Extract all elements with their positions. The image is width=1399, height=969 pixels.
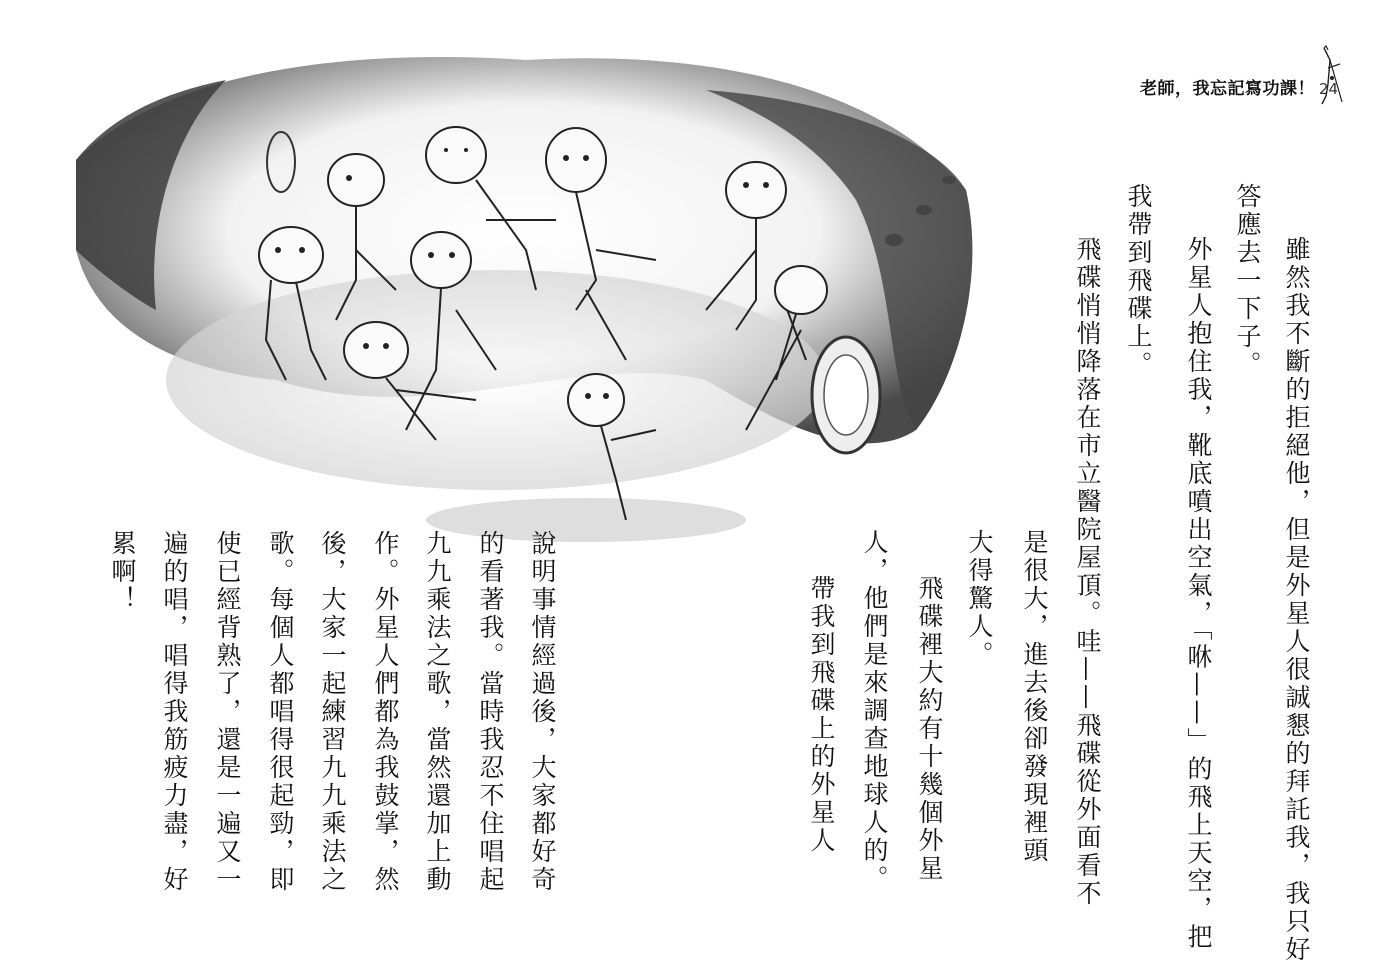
alien-spaceship-illustration [56,50,986,550]
body-column-17 [203,530,252,894]
body-column-3 [1174,236,1223,952]
text-line: 九九乘法之歌，當然還加上動 [423,530,452,894]
text-line: 歌。每個人都唱得很起勁，即 [266,530,295,894]
text-line: 遍的唱，唱得我筋疲力盡，好 [160,530,189,894]
text-line: 使已經背熟了，還是一遍又一 [213,530,242,894]
text-line: 帶我到飛碟上的外星人 [807,575,836,855]
text-line: 作。外星人們都為我鼓掌，然 [371,530,400,894]
body-column-19 [98,530,147,614]
running-title: 老師，我忘記寫功課！ [1140,79,1315,99]
running-header [1140,74,1338,99]
text-line: 我帶到飛碟上。 [1124,183,1153,379]
text-line: 說明事情經過後，大家都好奇 [528,530,557,894]
body-column-15 [308,530,357,894]
body-column-7 [955,529,1004,669]
body-column-8 [905,575,954,883]
body-column-4 [1114,183,1163,379]
body-column-12 [466,530,515,894]
text-line: 後，大家一起練習九九乘法之 [318,530,347,894]
page-number: 24 [1319,80,1339,98]
text-line: 的看著我。當時我忍不住唱起 [476,530,505,894]
body-column-6 [1010,529,1059,865]
text-line: 累啊！ [108,530,137,614]
text-line: 答應去一下子。 [1233,183,1262,379]
body-column-16 [256,530,305,894]
body-column-11 [518,530,567,894]
text-line: 大得驚人。 [965,529,994,669]
text-line: 人，他們是來調查地球人的。 [860,529,889,893]
body-column-10 [797,575,846,855]
text-line: 飛碟悄悄降落在市立醫院屋頂。哇——飛碟從外面看不 [1073,236,1102,908]
body-column-18 [150,530,199,894]
body-column-2 [1223,183,1272,379]
text-line: 飛碟裡大約有十幾個外星 [915,575,944,883]
text-line: 是很大，進去後卻發現裡頭 [1020,529,1049,865]
pencil-figure-icon [1316,44,1346,110]
body-column-5 [1063,236,1112,908]
body-column-9 [850,529,899,893]
body-column-14 [361,530,410,894]
text-line: 雖然我不斷的拒絕他，但是外星人很誠懇的拜託我，我只好 [1282,236,1311,964]
body-column-13 [413,530,462,894]
text-line: 外星人抱住我，靴底噴出空氣，「咻——」的飛上天空，把 [1184,236,1213,952]
body-column-1 [1272,236,1321,964]
